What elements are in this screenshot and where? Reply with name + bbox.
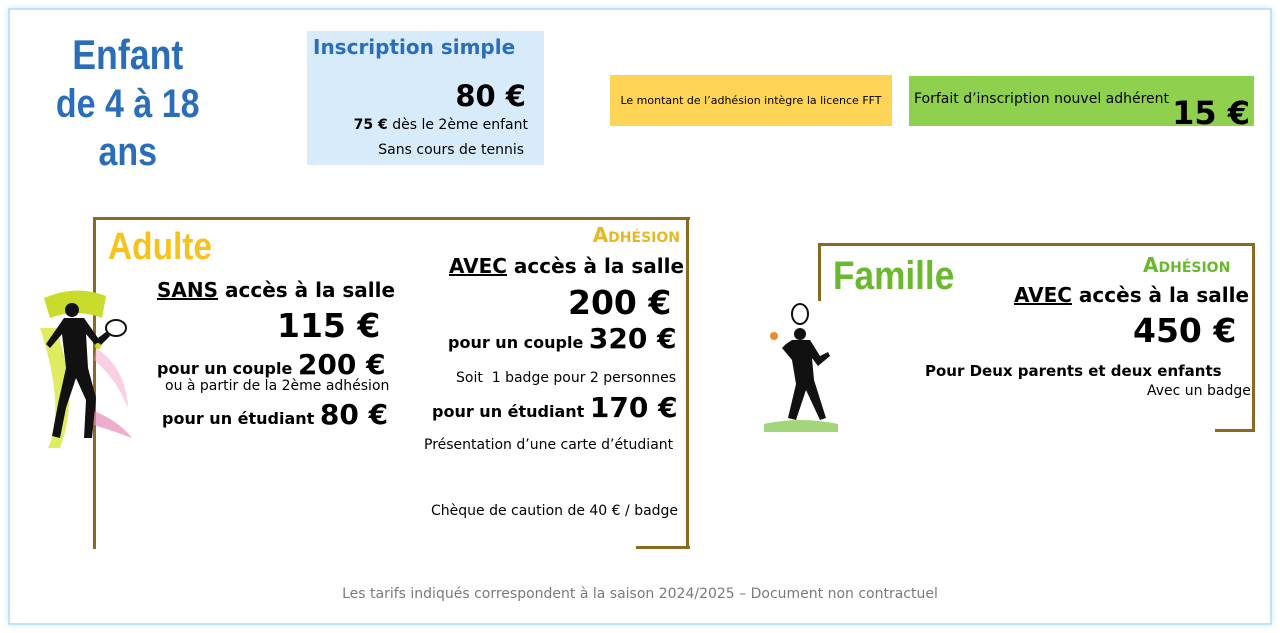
avec-salle-title [449, 254, 684, 278]
tennis-player-silhouette-famille [760, 300, 840, 434]
famille-avec-title [1014, 283, 1249, 307]
avec-badge-note: Soit 1 badge pour 2 personnes [456, 370, 677, 386]
footer-disclaimer: Les tarifs indiqués correspondent à la saison 2024/2025 – Document non contractuel [342, 586, 938, 602]
sans-salle-price: 115 € [277, 306, 381, 345]
avec-couple-price: 320 € [588, 322, 677, 355]
adulte-frame-right [686, 217, 689, 549]
sans-salle-title [157, 278, 395, 302]
sans-couple-price: 200 € [297, 348, 386, 381]
avec-rest: accès à la salle [506, 254, 685, 278]
famille-badge-note: Avec un badge [1147, 383, 1251, 399]
inscription-title: Inscription simple [313, 35, 516, 59]
avec-couple-label: pour un couple [448, 333, 589, 352]
famille-price: 450 € [1133, 311, 1237, 350]
avec-word: AVEC [449, 254, 507, 278]
license-note-text: Le montant de l’adhésion intègre la licence FFT [620, 94, 882, 107]
new-member-label: Forfait d’inscription nouvel adhérent [914, 91, 1170, 107]
adulte-title: Adulte [108, 226, 213, 268]
new-member-price: 15 € [1172, 94, 1250, 132]
no-course-note: Sans cours de tennis [378, 142, 524, 158]
enfant-price: 80 € [455, 79, 526, 113]
avec-couple-line [448, 322, 677, 355]
sans-couple-line [157, 348, 386, 381]
avec-salle-price: 200 € [568, 283, 672, 322]
adulte-frame-bottom [636, 546, 690, 549]
sans-second-adhesion: ou à partir de la 2ème adhésion [165, 378, 390, 394]
sans-word: SANS [157, 278, 219, 302]
famille-frame-left [818, 243, 821, 301]
inscription-simple-box [307, 31, 544, 165]
famille-description: Pour Deux parents et deux enfants [925, 362, 1222, 380]
sans-student-price: 80 € [319, 398, 389, 431]
sans-rest: accès à la salle [218, 278, 396, 302]
second-child-text: dès le 2ème enfant [387, 117, 528, 133]
famille-frame-top [818, 243, 1255, 246]
famille-frame-right [1252, 243, 1255, 432]
avec-student-line [432, 391, 678, 424]
famille-adhesion-label: Adhésion [1143, 253, 1231, 277]
sans-couple-label: pour un couple [157, 359, 298, 378]
caution-note: Chèque de caution de 40 € / badge [431, 503, 679, 519]
enfant-title [30, 30, 226, 176]
new-member-box [909, 76, 1254, 132]
enfant-title-line2: de 4 à 18 ans [55, 82, 200, 175]
adulte-adhesion-label: Adhésion [592, 223, 680, 247]
famille-frame-bottom [1215, 429, 1255, 432]
student-card-note: Présentation d’une carte d’étudiant [424, 437, 674, 453]
second-child-note [354, 117, 528, 133]
second-child-price: 75 € [353, 117, 388, 133]
sans-student-label: pour un étudiant [162, 409, 320, 428]
tennis-player-silhouette-adult [36, 288, 136, 450]
enfant-title-line1: Enfant [72, 31, 184, 78]
famille-title: Famille [833, 254, 955, 298]
license-note [610, 75, 892, 126]
sans-student-line [162, 398, 388, 431]
avec-student-price: 170 € [589, 391, 678, 424]
famille-avec-word: AVEC [1014, 283, 1072, 307]
famille-avec-rest: accès à la salle [1071, 283, 1250, 307]
avec-student-label: pour un étudiant [432, 402, 590, 421]
